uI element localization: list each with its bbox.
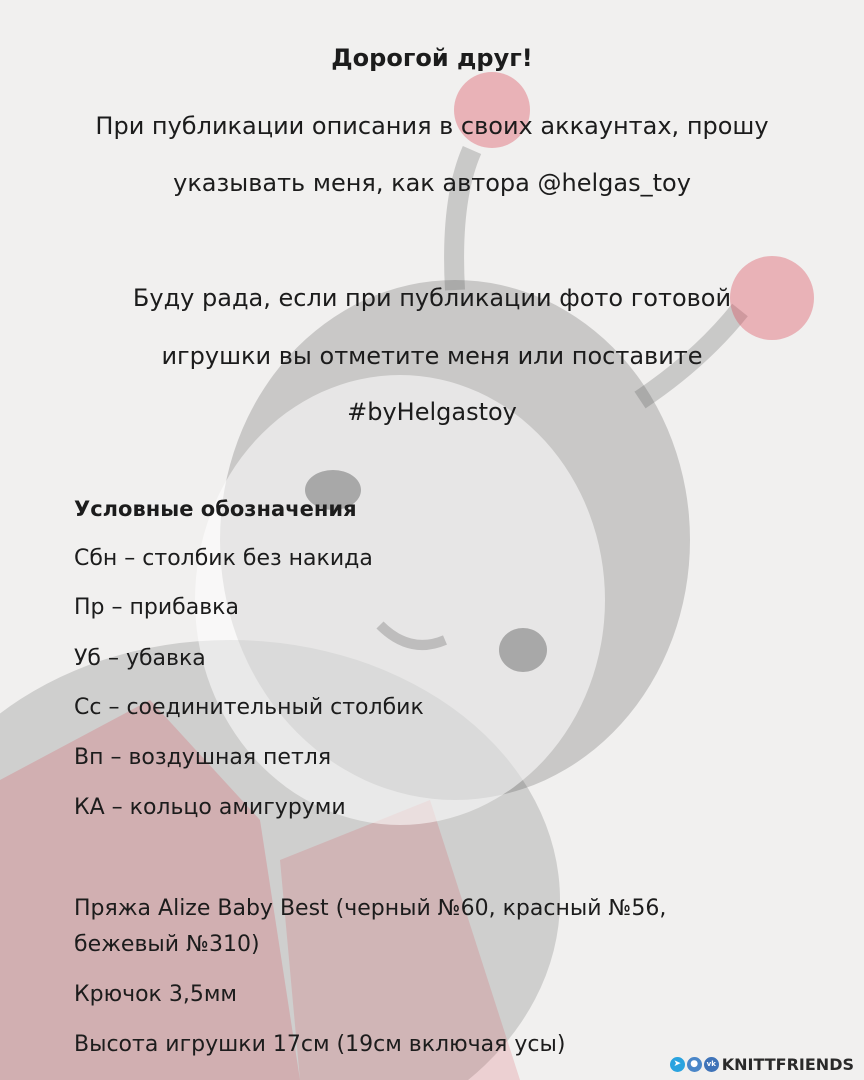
photo-note-line-1: Буду рада, если при публикации фото готовой	[132, 284, 732, 312]
hashtag: #byHelgastoy	[347, 398, 517, 426]
hook-size: Крючок 3,5мм	[74, 982, 238, 1007]
legend-item: Пр – прибавка	[74, 595, 239, 620]
legend-item: Сс – соединительный столбик	[74, 695, 424, 720]
watermark-text: KNITTFRIENDS	[721, 1055, 854, 1074]
legend-item: Сбн – столбик без накида	[74, 546, 373, 571]
knittfriends-watermark	[670, 1055, 854, 1074]
greeting-title: Дорогой друг!	[331, 44, 533, 72]
legend-item: Вп – воздушная петля	[74, 745, 332, 770]
legend-heading: Условные обозначения	[74, 497, 357, 521]
credit-request-line-2: указывать меня, как автора @helgas_toy	[173, 169, 691, 197]
photo-note-line-2: игрушки вы отметите меня или поставите	[161, 342, 703, 370]
legend-item: КА – кольцо амигуруми	[74, 795, 346, 820]
telegram-icon: ➤	[670, 1057, 685, 1072]
odnoklassniki-icon: ●	[687, 1057, 702, 1072]
yarn-line-2: бежевый №310)	[74, 932, 260, 957]
vk-icon: vk	[704, 1057, 719, 1072]
toy-height: Высота игрушки 17см (19см включая усы)	[74, 1032, 566, 1057]
yarn-line-1: Пряжа Alize Baby Best (черный №60, красный №56,	[74, 896, 667, 921]
legend-item: Уб – убавка	[74, 646, 206, 671]
credit-request-line-1: При публикации описания в своих аккаунтах, прошу	[95, 112, 769, 140]
